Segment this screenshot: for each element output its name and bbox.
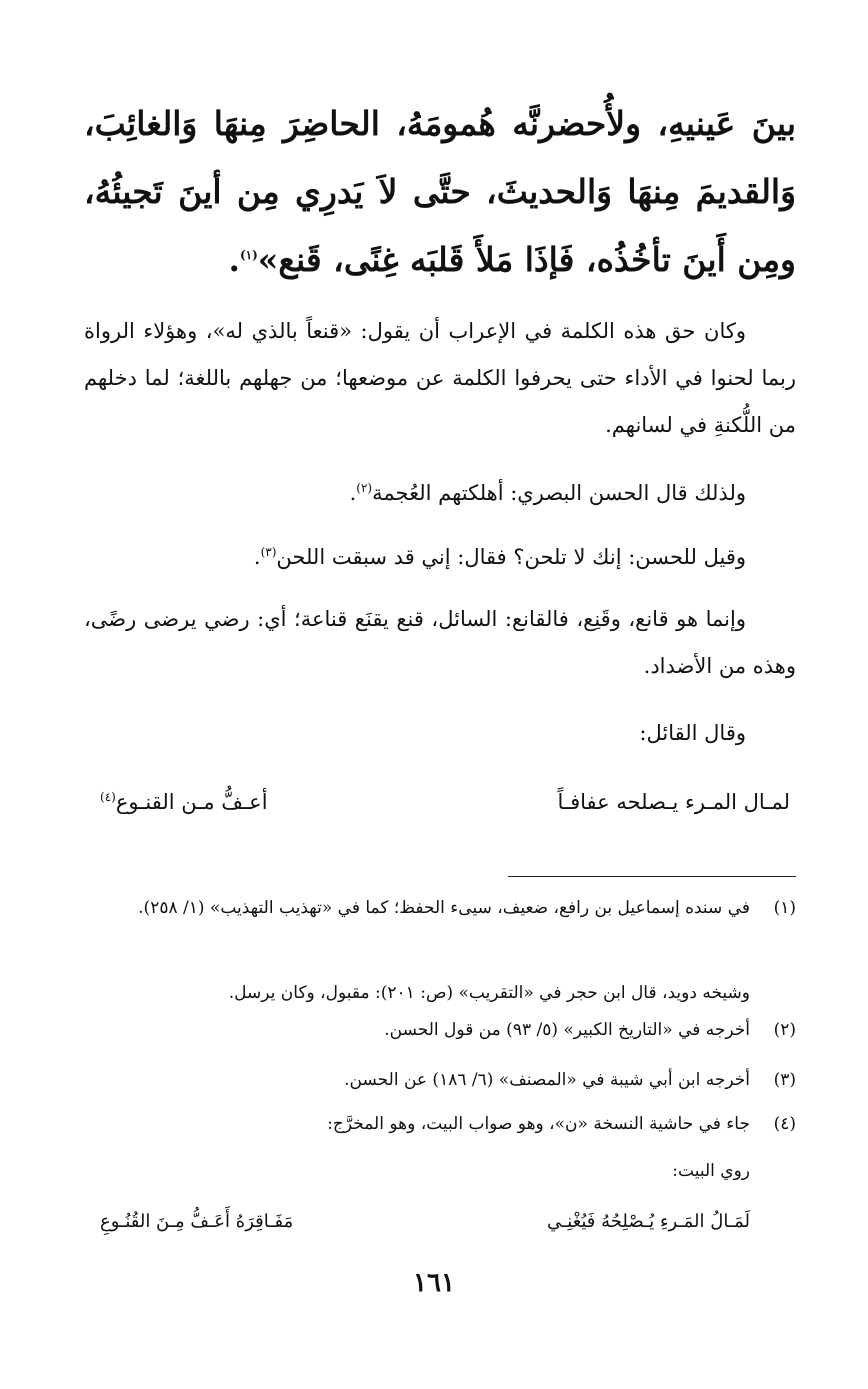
- paragraph-2: [84, 470, 796, 517]
- footnote-4: [84, 1106, 796, 1143]
- footnote-separator: [508, 876, 796, 877]
- footnote-marker-3: (٣): [260, 545, 277, 559]
- footnote-3-number: (٣): [773, 1070, 796, 1090]
- footnote-verse-first-hemistich: لَمَـالُ المَـرءِ يُـصْلِحُهُ فَيُغْنِـي: [546, 1211, 750, 1232]
- paragraph-4: وإنما هو قانع، وقَنِع، فالقانع: السائل، قنع يقنَع قناعة؛ أي: رضي يرضى رضًى، وهذه من الأضداد.: [84, 607, 796, 678]
- footnote-4-text: جاء في حاشية النسخة «ن»، وهو صواب البيت، وهو المخرَّج:: [327, 1114, 750, 1134]
- footnote-4-number: (٤): [773, 1114, 796, 1134]
- footnote-marker-2: (٢): [356, 481, 373, 495]
- footnote-1: [84, 890, 796, 927]
- footnote-1-number: (١): [773, 898, 796, 918]
- hadith-body: بينَ عَينيهِ، ولأُحضرنَّه هُمومَهُ، الحاضِرَ مِنهَا وَالغائِبَ، وَالقديمَ مِنهَا وَالحديثَ، حتَّى لاَ يَدرِي مِن أينَ تَجيئُهُ، ومِن أَينَ تأخُذُه، فَإذَا مَلأَ قَلبَه غِنًى، قَنع»: [84, 104, 796, 279]
- footnote-marker-1: (١): [239, 248, 258, 262]
- footnote-verse-second-hemistich: مَفَـاقِرَهُ أَعَـفُّ مِـنَ القُنُـوعِ: [100, 1211, 294, 1232]
- hadith-end: .: [228, 240, 240, 279]
- footnote-1-extra-text: وشيخه دويد، قال ابن حجر في «التقريب» (ص: ٢٠١): مقبول، وكان يرسل.: [228, 983, 750, 1003]
- footnote-2-number: (٢): [773, 1020, 796, 1040]
- footnote-4-continuation: [84, 1153, 796, 1190]
- paragraph-1: وكان حق هذه الكلمة في الإعراب أن يقول: «قنعاً بالذي له»، وهؤلاء الرواة ربما لحنوا في الأداء حتى يحرفوا الكلمة عن موضعها؛ من جهلهم باللغة؛ لما دخلهم من اللُّكنةِ في لسانهم.: [84, 319, 796, 437]
- verse-second-hemistich-text: أعـفُّ مـن القنـوع: [115, 790, 268, 814]
- paragraph-2-end: .: [349, 481, 357, 505]
- footnote-marker-4: (٤): [100, 790, 116, 804]
- footnote-3: [84, 1062, 796, 1099]
- paragraph-3: [84, 534, 796, 581]
- footnote-1-continuation: [84, 975, 796, 1012]
- paragraph-3-end: .: [253, 545, 261, 569]
- paragraph-2-text: ولذلك قال الحسن البصري: أهلكتهم العُجمة: [372, 481, 746, 505]
- footnote-3-text: أخرجه ابن أبي شيبة في «المصنف» (٦/ ١٨٦) عن الحسن.: [344, 1070, 750, 1090]
- poem-verse: [100, 780, 790, 824]
- footnote-4-verse: [100, 1202, 750, 1242]
- verse-second-hemistich: [100, 780, 268, 824]
- footnote-4-extra-text: روي البيت:: [672, 1161, 750, 1181]
- footnote-1-text: في سنده إسماعيل بن رافع، ضعيف، سيىء الحفظ؛ كما في «تهذيب التهذيب» (١/ ٢٥٨).: [138, 898, 750, 918]
- paragraph-5: وقال القائل:: [639, 721, 746, 745]
- page-number: ١٦١: [413, 1268, 455, 1298]
- paragraph-3-text: وقيل للحسن: إنك لا تلحن؟ فقال: إني قد سبقت اللحن: [276, 545, 746, 569]
- footnote-2: [84, 1012, 796, 1049]
- hadith-text: [84, 90, 796, 294]
- verse-first-hemistich: لمـال المـرء يـصلحه عفافـاً: [557, 790, 790, 814]
- footnote-2-text: أخرجه في «التاريخ الكبير» (٥/ ٩٣) من قول الحسن.: [384, 1020, 750, 1040]
